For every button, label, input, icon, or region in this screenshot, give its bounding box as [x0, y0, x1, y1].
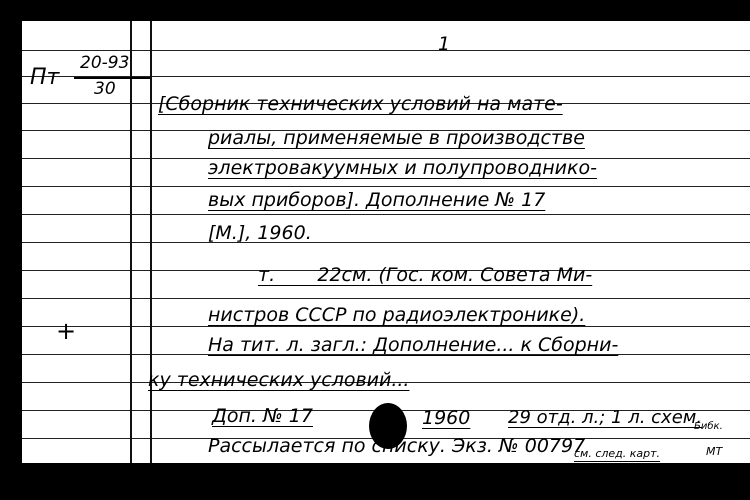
physical-description: 29 отд. л.; 1 л. схем. — [508, 407, 703, 428]
supplement-number: Доп. № 17 — [212, 405, 313, 427]
margin-line-left — [130, 21, 132, 463]
supplement-year: 1960 — [422, 407, 471, 429]
card-line-4: вых приборов]. Дополнение № 17 — [208, 189, 546, 211]
distribution-note: Рассылается по списку. Экз. № 00797 — [208, 435, 586, 457]
card-line-1: [Сборник технических условий на мате- — [158, 93, 563, 115]
margin-line-right — [150, 21, 152, 463]
card-line-8: На тит. л. загл.: Дополнение... к Сборни- — [208, 334, 619, 356]
card-line-9: ку технических условий... — [148, 369, 410, 391]
catalog-card — [22, 21, 750, 463]
page-number: 1 — [438, 33, 451, 55]
library-note: Бибк. — [694, 421, 723, 432]
card-line-6: т. 22см. (Гос. ком. Совета Ми- — [258, 264, 593, 286]
shelfmark-numerator: 20-93 — [80, 53, 130, 73]
shelfmark-prefix: Пт — [30, 65, 60, 90]
margin-mark: + — [56, 317, 77, 345]
initials: МТ — [706, 445, 723, 458]
card-line-2: риалы, применяемые в производстве — [208, 127, 585, 149]
card-line-3: электровакуумных и полупроводнико- — [208, 157, 597, 179]
card-line-7: нистров СССР по радиоэлектронике). — [208, 304, 586, 326]
card-line-5: [М.], 1960. — [208, 222, 312, 244]
continuation-note: см. след. карт. — [574, 447, 661, 460]
shelfmark-denominator: 30 — [94, 79, 116, 99]
